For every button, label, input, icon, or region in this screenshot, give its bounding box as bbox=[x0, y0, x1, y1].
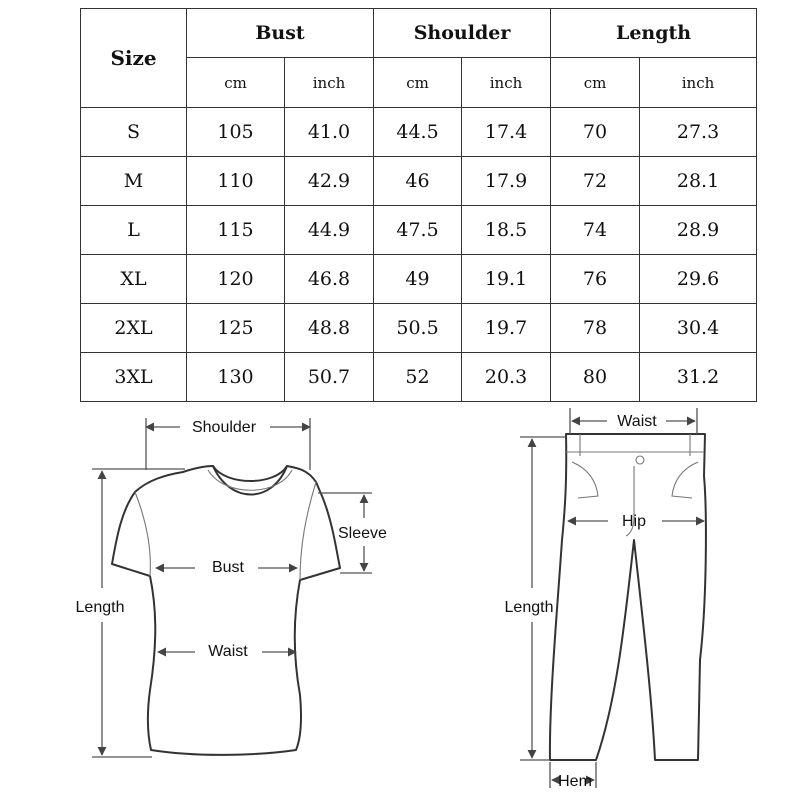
unit-header: cm bbox=[374, 58, 462, 108]
length-group-header: Length bbox=[551, 9, 757, 58]
size-cell: 2XL bbox=[81, 304, 187, 353]
table-cell: 80 bbox=[551, 353, 640, 402]
table-cell: 30.4 bbox=[640, 304, 757, 353]
shoulder-label: Shoulder bbox=[191, 419, 257, 436]
table-cell: 52 bbox=[374, 353, 462, 402]
table-cell: 49 bbox=[374, 255, 462, 304]
table-cell: 44.5 bbox=[374, 108, 462, 157]
pants-pocket-right bbox=[672, 462, 698, 498]
unit-header: cm bbox=[551, 58, 640, 108]
table-cell: 31.2 bbox=[640, 353, 757, 402]
table-cell: 110 bbox=[187, 157, 285, 206]
table-cell: 130 bbox=[187, 353, 285, 402]
table-cell: 76 bbox=[551, 255, 640, 304]
table-cell: 46 bbox=[374, 157, 462, 206]
size-column-header: Size bbox=[81, 9, 187, 108]
tshirt-sleeve-seam-left bbox=[135, 492, 150, 576]
table-cell: 46.8 bbox=[285, 255, 374, 304]
pants-belt-loop bbox=[580, 434, 690, 456]
size-cell: S bbox=[81, 108, 187, 157]
table-cell: 19.7 bbox=[462, 304, 551, 353]
table-cell: 48.8 bbox=[285, 304, 374, 353]
table-cell: 115 bbox=[187, 206, 285, 255]
unit-header: cm bbox=[187, 58, 285, 108]
table-cell: 17.9 bbox=[462, 157, 551, 206]
table-cell: 28.9 bbox=[640, 206, 757, 255]
table-cell: 19.1 bbox=[462, 255, 551, 304]
pants-outline bbox=[550, 434, 706, 760]
table-cell: 41.0 bbox=[285, 108, 374, 157]
pants-length-label: Length bbox=[504, 599, 554, 616]
table-cell: 20.3 bbox=[462, 353, 551, 402]
bust-group-header: Bust bbox=[187, 9, 374, 58]
shoulder-group-header: Shoulder bbox=[374, 9, 551, 58]
table-cell: 72 bbox=[551, 157, 640, 206]
table-cell: 28.1 bbox=[640, 157, 757, 206]
table-cell: 47.5 bbox=[374, 206, 462, 255]
unit-header: inch bbox=[462, 58, 551, 108]
unit-header: inch bbox=[285, 58, 374, 108]
sleeve-label: Sleeve bbox=[338, 525, 387, 542]
table-cell: 44.9 bbox=[285, 206, 374, 255]
table-cell: 27.3 bbox=[640, 108, 757, 157]
pants-waist-label: Waist bbox=[617, 413, 657, 430]
pants-pocket-left bbox=[572, 462, 598, 498]
shirt-length-label: Length bbox=[75, 599, 125, 616]
table-cell: 17.4 bbox=[462, 108, 551, 157]
size-cell: L bbox=[81, 206, 187, 255]
table-cell: 50.7 bbox=[285, 353, 374, 402]
table-cell: 70 bbox=[551, 108, 640, 157]
pants-diagram bbox=[550, 434, 706, 760]
table-cell: 120 bbox=[187, 255, 285, 304]
table-cell: 42.9 bbox=[285, 157, 374, 206]
size-cell: 3XL bbox=[81, 353, 187, 402]
table-cell: 74 bbox=[551, 206, 640, 255]
size-cell: XL bbox=[81, 255, 187, 304]
tshirt-collar bbox=[213, 466, 287, 481]
table-cell: 50.5 bbox=[374, 304, 462, 353]
table-cell: 29.6 bbox=[640, 255, 757, 304]
table-cell: 125 bbox=[187, 304, 285, 353]
hip-label: Hip bbox=[621, 513, 647, 530]
unit-header: inch bbox=[640, 58, 757, 108]
table-cell: 105 bbox=[187, 108, 285, 157]
tshirt-sleeve-seam-right bbox=[300, 482, 316, 580]
bust-label: Bust bbox=[211, 559, 245, 576]
tshirt-diagram bbox=[112, 466, 340, 755]
table-cell: 18.5 bbox=[462, 206, 551, 255]
shirt-waist-label: Waist bbox=[208, 643, 248, 660]
size-cell: M bbox=[81, 157, 187, 206]
hem-label: Hem bbox=[558, 773, 592, 790]
table-cell: 78 bbox=[551, 304, 640, 353]
pants-button bbox=[636, 456, 644, 464]
tshirt-outline bbox=[112, 466, 340, 755]
